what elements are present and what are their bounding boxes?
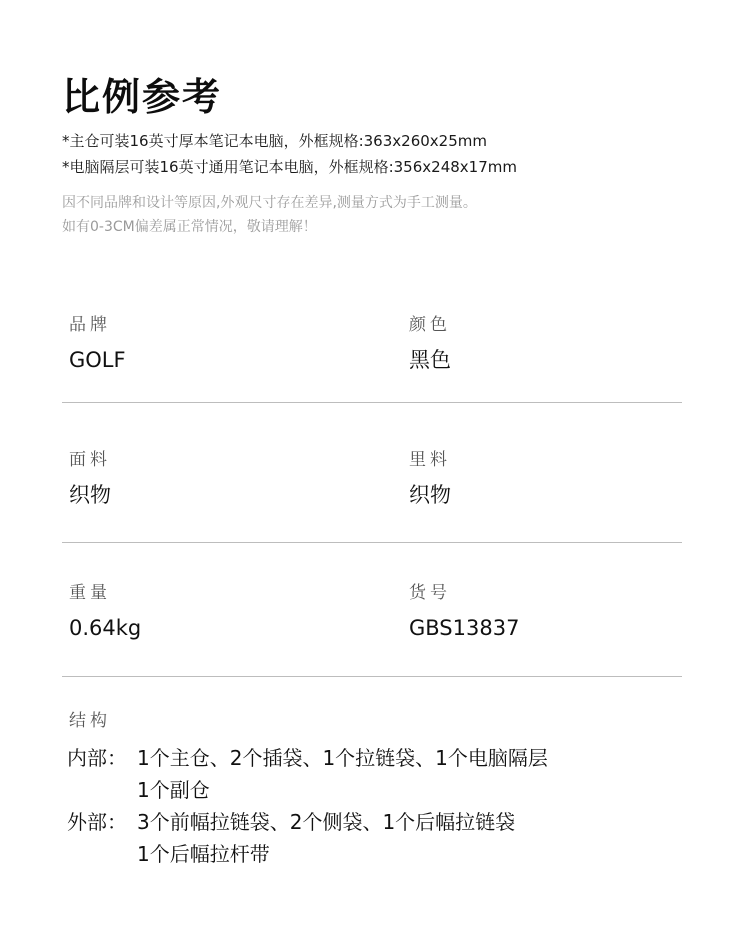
color-value: 黑色	[409, 348, 451, 372]
disclaimer-line-1: 因不同品牌和设计等原因,外观尺寸存在差异,测量方式为手工测量。	[62, 195, 477, 211]
structure-inner-key: 内部：	[67, 746, 127, 770]
item-number-value: GBS13837	[409, 616, 520, 640]
divider	[62, 402, 682, 403]
brand-label: 品牌	[69, 315, 111, 335]
weight-label: 重量	[69, 583, 111, 603]
note-laptop-compartment: *电脑隔层可装16英寸通用笔记本电脑，外框规格:356x248x17mm	[62, 158, 517, 176]
divider	[62, 676, 682, 677]
outer-material-value: 织物	[69, 483, 111, 507]
structure-outer-line-2: 1个后幅拉杆带	[137, 842, 270, 866]
page-title: 比例参考	[62, 75, 223, 119]
structure-inner-line-2: 1个副仓	[137, 778, 210, 802]
color-label: 颜色	[409, 315, 451, 335]
outer-material-label: 面料	[69, 450, 111, 470]
note-main-compartment: *主仓可装16英寸厚本笔记本电脑，外框规格:363x260x25mm	[62, 132, 487, 150]
lining-label: 里料	[409, 450, 451, 470]
structure-label: 结构	[69, 711, 111, 731]
item-number-label: 货号	[409, 583, 451, 603]
disclaimer-line-2: 如有0-3CM偏差属正常情况，敬请理解！	[62, 219, 317, 235]
brand-value: GOLF	[69, 348, 126, 372]
weight-value: 0.64kg	[69, 616, 142, 640]
lining-value: 织物	[409, 483, 451, 507]
structure-outer-key: 外部：	[67, 810, 127, 834]
structure-outer-line-1: 3个前幅拉链袋、2个侧袋、1个后幅拉链袋	[137, 810, 516, 834]
divider	[62, 542, 682, 543]
structure-inner-line-1: 1个主仓、2个插袋、1个拉链袋、1个电脑隔层	[137, 746, 548, 770]
